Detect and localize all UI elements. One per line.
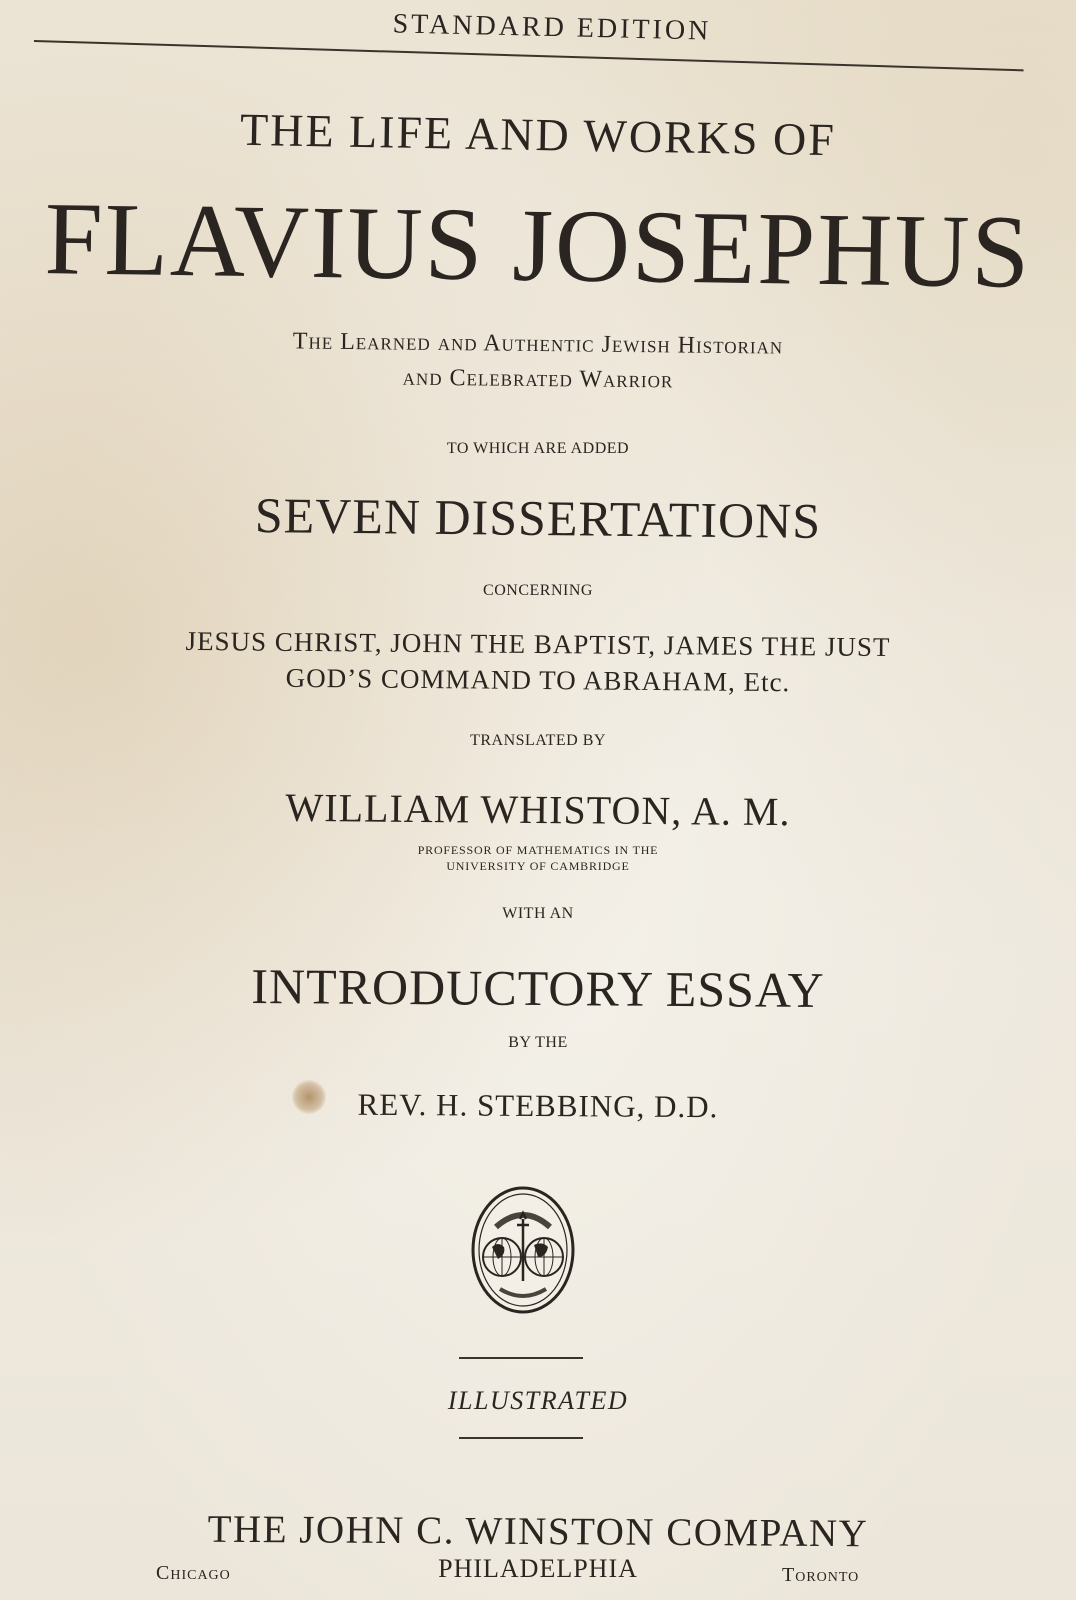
translator-name: WILLIAM WHISTON, A. M. (285, 784, 791, 835)
illustrated-rule-top (459, 1357, 583, 1359)
illustrated-rule-bottom (459, 1437, 583, 1439)
city-center: PHILADELPHIA (438, 1554, 638, 1583)
globe-emblem-icon (470, 1185, 576, 1315)
city-left: Chicago (156, 1562, 231, 1584)
essay-intro: WITH AN (502, 905, 574, 922)
translator-title-line-2: UNIVERSITY OF CAMBRIDGE (446, 859, 630, 873)
translator-intro: TRANSLATED BY (470, 732, 606, 749)
added-intro: TO WHICH ARE ADDED (446, 440, 630, 457)
paper-stain (292, 1080, 326, 1114)
subtitle-line-1: The Learned and Authentic Jewish Historian (292, 328, 784, 360)
essay-heading: INTRODUCTORY ESSAY (251, 957, 825, 1019)
translator-title-line-1: PROFESSOR OF MATHEMATICS IN THE (417, 843, 659, 857)
title-line-1: THE LIFE AND WORKS OF (239, 103, 837, 166)
publisher-name: THE JOHN C. WINSTON COMPANY (207, 1507, 869, 1556)
dissertations-heading: SEVEN DISSERTATIONS (254, 487, 822, 549)
concerning-label: CONCERNING (483, 582, 593, 599)
topics-line-2: GOD’S COMMAND TO ABRAHAM, Etc. (285, 662, 791, 698)
edition-label: STANDARD EDITION (392, 8, 712, 47)
illustrated-label: ILLUSTRATED (447, 1386, 629, 1415)
essay-by: BY THE (508, 1034, 568, 1051)
subtitle-line-2: and Celebrated Warrior (402, 364, 674, 394)
main-title: FLAVIUS JOSEPHUS (43, 181, 1033, 310)
essay-author: REV. H. STEBBING, D.D. (357, 1086, 719, 1125)
city-right: Toronto (782, 1564, 860, 1586)
topics-line-1: JESUS CHRIST, JOHN THE BAPTIST, JAMES THE JUST (185, 625, 891, 663)
